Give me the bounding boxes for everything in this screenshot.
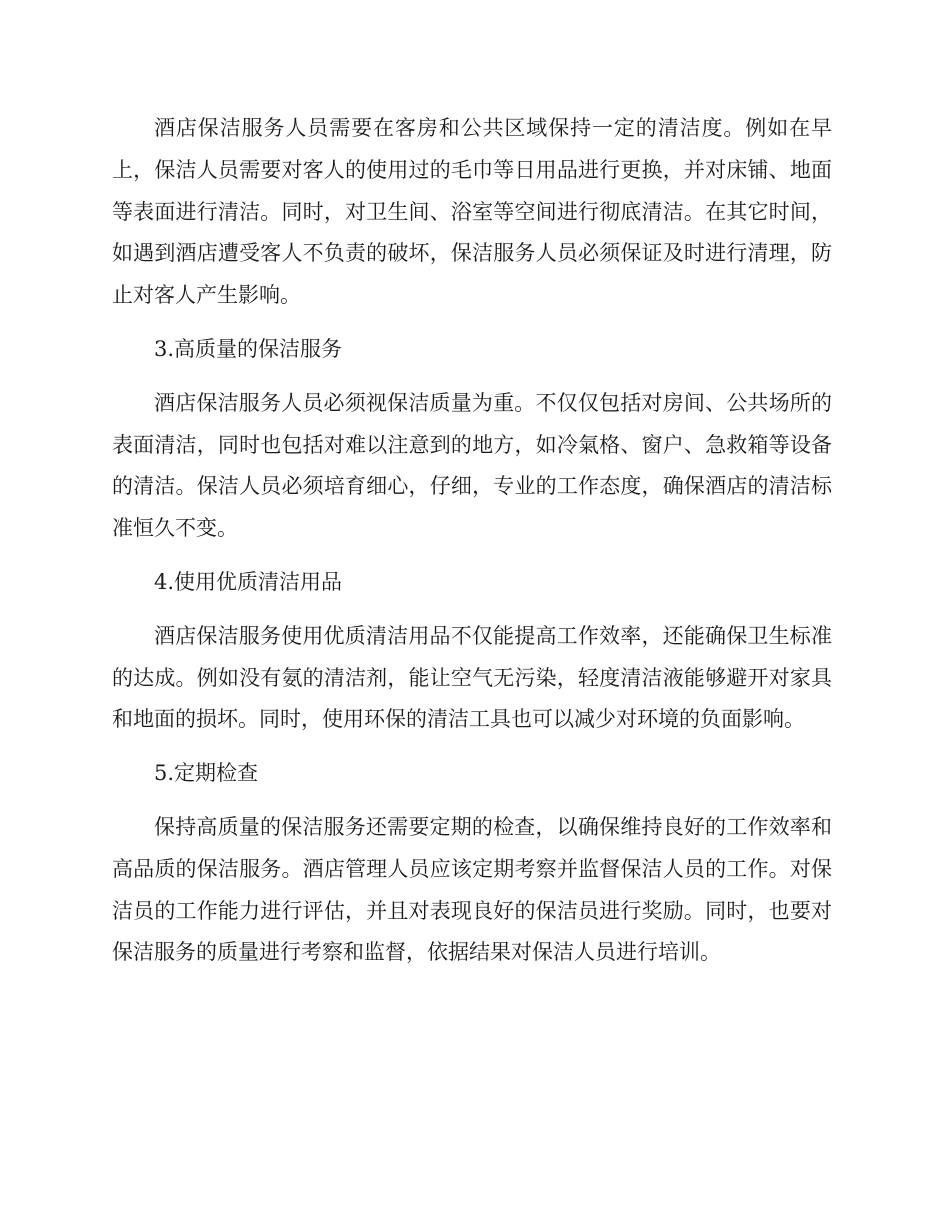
paragraph-quality: 酒店保洁服务人员必须视保洁质量为重。不仅仅包括对房间、公共场所的表面清洁，同时也包括对难以注意到的地方，如冷氣格、窗户、急救箱等设备的清洁。保洁人员必须培育细心，仔细，专业的工作态度，确保酒店的清洁标准恒久不变。 (112, 390, 832, 541)
heading-high-quality-service: 3.高质量的保洁服务 (154, 336, 343, 361)
paragraph-supplies: 酒店保洁服务使用优质清洁用品不仅能提高工作效率，还能确保卫生标准的达成。例如没有氨的清洁剂，能让空气无污染，轻度清洁液能够避开对家具和地面的损坏。同时，使用环保的清洁工具也可以减少对环境的负面影响。 (112, 623, 832, 732)
paragraph-inspection: 保持高质量的保洁服务还需要定期的检查，以确保维持良好的工作效率和高品质的保洁服务。酒店管理人员应该定期考察并监督保洁人员的工作。对保洁员的工作能力进行评估，并且对表现良好的保洁员进行奖励。同时，也要对保洁服务的质量进行考察和监督，依据结果对保洁人员进行培训。 (112, 814, 832, 965)
heading-regular-inspection: 5.定期检查 (154, 761, 259, 786)
paragraph-cleanliness: 酒店保洁服务人员需要在客房和公共区域保持一定的清洁度。例如在早上，保洁人员需要对客人的使用过的毛巾等日用品进行更换，并对床铺、地面等表面进行清洁。同时，对卫生间、浴室等空间进行彻底清洁。在其它时间，如遇到酒店遭受客人不负责的破坏，保洁服务人员必须保证及时进行清理，防止对客人产生影响。 (112, 116, 832, 308)
heading-quality-supplies: 4.使用优质清洁用品 (154, 569, 343, 594)
document-body (112, 108, 832, 986)
